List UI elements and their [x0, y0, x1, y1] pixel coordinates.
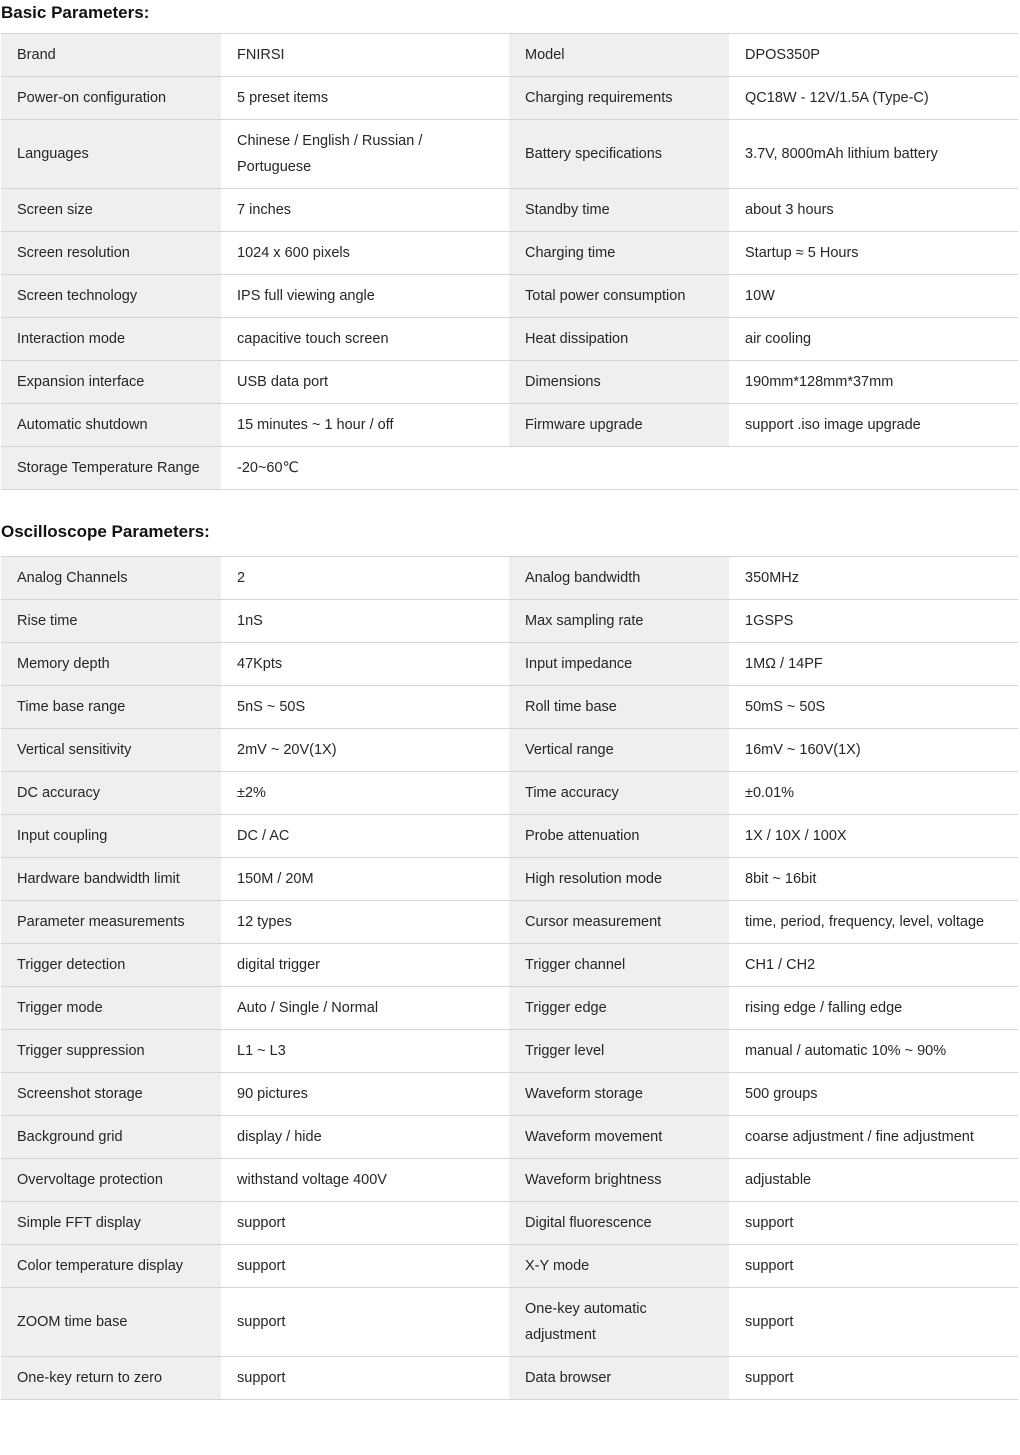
- param-label: ZOOM time base: [1, 1288, 221, 1357]
- param-value: 2: [221, 557, 509, 600]
- param-value: support .iso image upgrade: [729, 404, 1018, 447]
- param-value: -20~60℃: [221, 447, 1018, 490]
- param-value: 15 minutes ~ 1 hour / off: [221, 404, 509, 447]
- param-label: Firmware upgrade: [509, 404, 729, 447]
- param-value: air cooling: [729, 318, 1018, 361]
- param-label: Trigger mode: [1, 987, 221, 1030]
- table-row: [1, 729, 1018, 772]
- param-value: 1X / 10X / 100X: [729, 815, 1018, 858]
- param-value: withstand voltage 400V: [221, 1159, 509, 1202]
- param-label: Interaction mode: [1, 318, 221, 361]
- param-value: 1nS: [221, 600, 509, 643]
- param-label: Vertical sensitivity: [1, 729, 221, 772]
- param-value: adjustable: [729, 1159, 1018, 1202]
- param-value: DC / AC: [221, 815, 509, 858]
- param-label: Battery specifications: [509, 120, 729, 189]
- table-row: [1, 1030, 1018, 1073]
- oscilloscope-parameters-table: [1, 556, 1018, 1400]
- table-row: [1, 772, 1018, 815]
- param-label: Trigger channel: [509, 944, 729, 987]
- table-row: [1, 901, 1018, 944]
- param-value: support: [221, 1202, 509, 1245]
- param-value: USB data port: [221, 361, 509, 404]
- param-label: Screen technology: [1, 275, 221, 318]
- param-label: Background grid: [1, 1116, 221, 1159]
- param-value: 150M / 20M: [221, 858, 509, 901]
- param-value: IPS full viewing angle: [221, 275, 509, 318]
- param-value: support: [729, 1245, 1018, 1288]
- table-row: [1, 858, 1018, 901]
- param-label: Rise time: [1, 600, 221, 643]
- param-value: digital trigger: [221, 944, 509, 987]
- param-value: about 3 hours: [729, 189, 1018, 232]
- param-label: Power-on configuration: [1, 77, 221, 120]
- param-value: support: [221, 1245, 509, 1288]
- param-label: Heat dissipation: [509, 318, 729, 361]
- table-row: [1, 1202, 1018, 1245]
- param-label: Simple FFT display: [1, 1202, 221, 1245]
- param-value: 1MΩ / 14PF: [729, 643, 1018, 686]
- param-label: Total power consumption: [509, 275, 729, 318]
- param-label: Expansion interface: [1, 361, 221, 404]
- basic-parameters-table: [1, 33, 1018, 490]
- param-label: Parameter measurements: [1, 901, 221, 944]
- param-label: Model: [509, 34, 729, 77]
- table-row: [1, 1159, 1018, 1202]
- param-label: Waveform storage: [509, 1073, 729, 1116]
- param-label: Analog bandwidth: [509, 557, 729, 600]
- param-value: 1GSPS: [729, 600, 1018, 643]
- param-label: Screen size: [1, 189, 221, 232]
- param-value: support: [729, 1288, 1018, 1357]
- param-label: Charging time: [509, 232, 729, 275]
- param-value: 3.7V, 8000mAh lithium battery: [729, 120, 1018, 189]
- table-row: [1, 361, 1018, 404]
- param-label: One-key return to zero: [1, 1357, 221, 1400]
- table-row: [1, 1116, 1018, 1159]
- param-value: rising edge / falling edge: [729, 987, 1018, 1030]
- param-value: QC18W - 12V/1.5A (Type-C): [729, 77, 1018, 120]
- basic-parameters-heading: Basic Parameters:: [1, 3, 150, 22]
- table-row: [1, 1288, 1018, 1357]
- oscilloscope-parameters-heading: Oscilloscope Parameters:: [1, 522, 210, 541]
- table-row: [1, 77, 1018, 120]
- param-value: manual / automatic 10% ~ 90%: [729, 1030, 1018, 1073]
- param-value: 2mV ~ 20V(1X): [221, 729, 509, 772]
- param-value: support: [729, 1357, 1018, 1400]
- param-value: 90 pictures: [221, 1073, 509, 1116]
- param-value: 16mV ~ 160V(1X): [729, 729, 1018, 772]
- param-value: 50mS ~ 50S: [729, 686, 1018, 729]
- param-value: 190mm*128mm*37mm: [729, 361, 1018, 404]
- table-row: [1, 557, 1018, 600]
- param-value: 5 preset items: [221, 77, 509, 120]
- param-label: Waveform movement: [509, 1116, 729, 1159]
- param-label: Dimensions: [509, 361, 729, 404]
- table-row: [1, 404, 1018, 447]
- param-label: Screen resolution: [1, 232, 221, 275]
- param-value: Auto / Single / Normal: [221, 987, 509, 1030]
- param-label: Automatic shutdown: [1, 404, 221, 447]
- param-label: Vertical range: [509, 729, 729, 772]
- table-row: [1, 686, 1018, 729]
- param-label: Screenshot storage: [1, 1073, 221, 1116]
- param-label: Input impedance: [509, 643, 729, 686]
- param-value: display / hide: [221, 1116, 509, 1159]
- param-value: L1 ~ L3: [221, 1030, 509, 1073]
- param-label: Input coupling: [1, 815, 221, 858]
- table-row: [1, 232, 1018, 275]
- table-row: [1, 447, 1018, 490]
- param-value: Startup ≈ 5 Hours: [729, 232, 1018, 275]
- param-value: 10W: [729, 275, 1018, 318]
- param-label: Trigger edge: [509, 987, 729, 1030]
- param-label: Max sampling rate: [509, 600, 729, 643]
- param-label: DC accuracy: [1, 772, 221, 815]
- param-value: 500 groups: [729, 1073, 1018, 1116]
- param-label: Overvoltage protection: [1, 1159, 221, 1202]
- param-value: 350MHz: [729, 557, 1018, 600]
- param-label: Trigger detection: [1, 944, 221, 987]
- param-value: 12 types: [221, 901, 509, 944]
- param-label: Waveform brightness: [509, 1159, 729, 1202]
- param-label: High resolution mode: [509, 858, 729, 901]
- param-label: Color temperature display: [1, 1245, 221, 1288]
- param-value: support: [221, 1357, 509, 1400]
- table-row: [1, 120, 1018, 189]
- param-label: Charging requirements: [509, 77, 729, 120]
- param-label: One-key automatic adjustment: [509, 1288, 729, 1357]
- table-row: [1, 600, 1018, 643]
- param-value: 7 inches: [221, 189, 509, 232]
- param-value: time, period, frequency, level, voltage: [729, 901, 1018, 944]
- param-value: 47Kpts: [221, 643, 509, 686]
- param-label: Standby time: [509, 189, 729, 232]
- param-value: DPOS350P: [729, 34, 1018, 77]
- param-label: Time base range: [1, 686, 221, 729]
- table-row: [1, 1357, 1018, 1400]
- param-label: Analog Channels: [1, 557, 221, 600]
- param-label: Time accuracy: [509, 772, 729, 815]
- param-label: Cursor measurement: [509, 901, 729, 944]
- param-label: Hardware bandwidth limit: [1, 858, 221, 901]
- param-label: Digital fluorescence: [509, 1202, 729, 1245]
- table-row: [1, 34, 1018, 77]
- param-label: Data browser: [509, 1357, 729, 1400]
- table-row: [1, 189, 1018, 232]
- param-value: ±0.01%: [729, 772, 1018, 815]
- table-row: [1, 275, 1018, 318]
- param-label: Probe attenuation: [509, 815, 729, 858]
- param-value: 1024 x 600 pixels: [221, 232, 509, 275]
- param-label: Roll time base: [509, 686, 729, 729]
- table-row: [1, 318, 1018, 361]
- param-value: 5nS ~ 50S: [221, 686, 509, 729]
- param-label: Trigger suppression: [1, 1030, 221, 1073]
- table-row: [1, 1245, 1018, 1288]
- param-value: 8bit ~ 16bit: [729, 858, 1018, 901]
- param-label: Languages: [1, 120, 221, 189]
- table-row: [1, 643, 1018, 686]
- table-row: [1, 944, 1018, 987]
- table-row: [1, 1073, 1018, 1116]
- param-value: capacitive touch screen: [221, 318, 509, 361]
- param-label: X-Y mode: [509, 1245, 729, 1288]
- param-label: Storage Temperature Range: [1, 447, 221, 490]
- param-value: FNIRSI: [221, 34, 509, 77]
- table-row: [1, 815, 1018, 858]
- param-value: ±2%: [221, 772, 509, 815]
- param-label: Memory depth: [1, 643, 221, 686]
- param-value: support: [729, 1202, 1018, 1245]
- table-row: [1, 987, 1018, 1030]
- param-value: coarse adjustment / fine adjustment: [729, 1116, 1018, 1159]
- param-value: CH1 / CH2: [729, 944, 1018, 987]
- param-label: Trigger level: [509, 1030, 729, 1073]
- param-label: Brand: [1, 34, 221, 77]
- param-value: Chinese / English / Russian / Portuguese: [221, 120, 509, 189]
- param-value: support: [221, 1288, 509, 1357]
